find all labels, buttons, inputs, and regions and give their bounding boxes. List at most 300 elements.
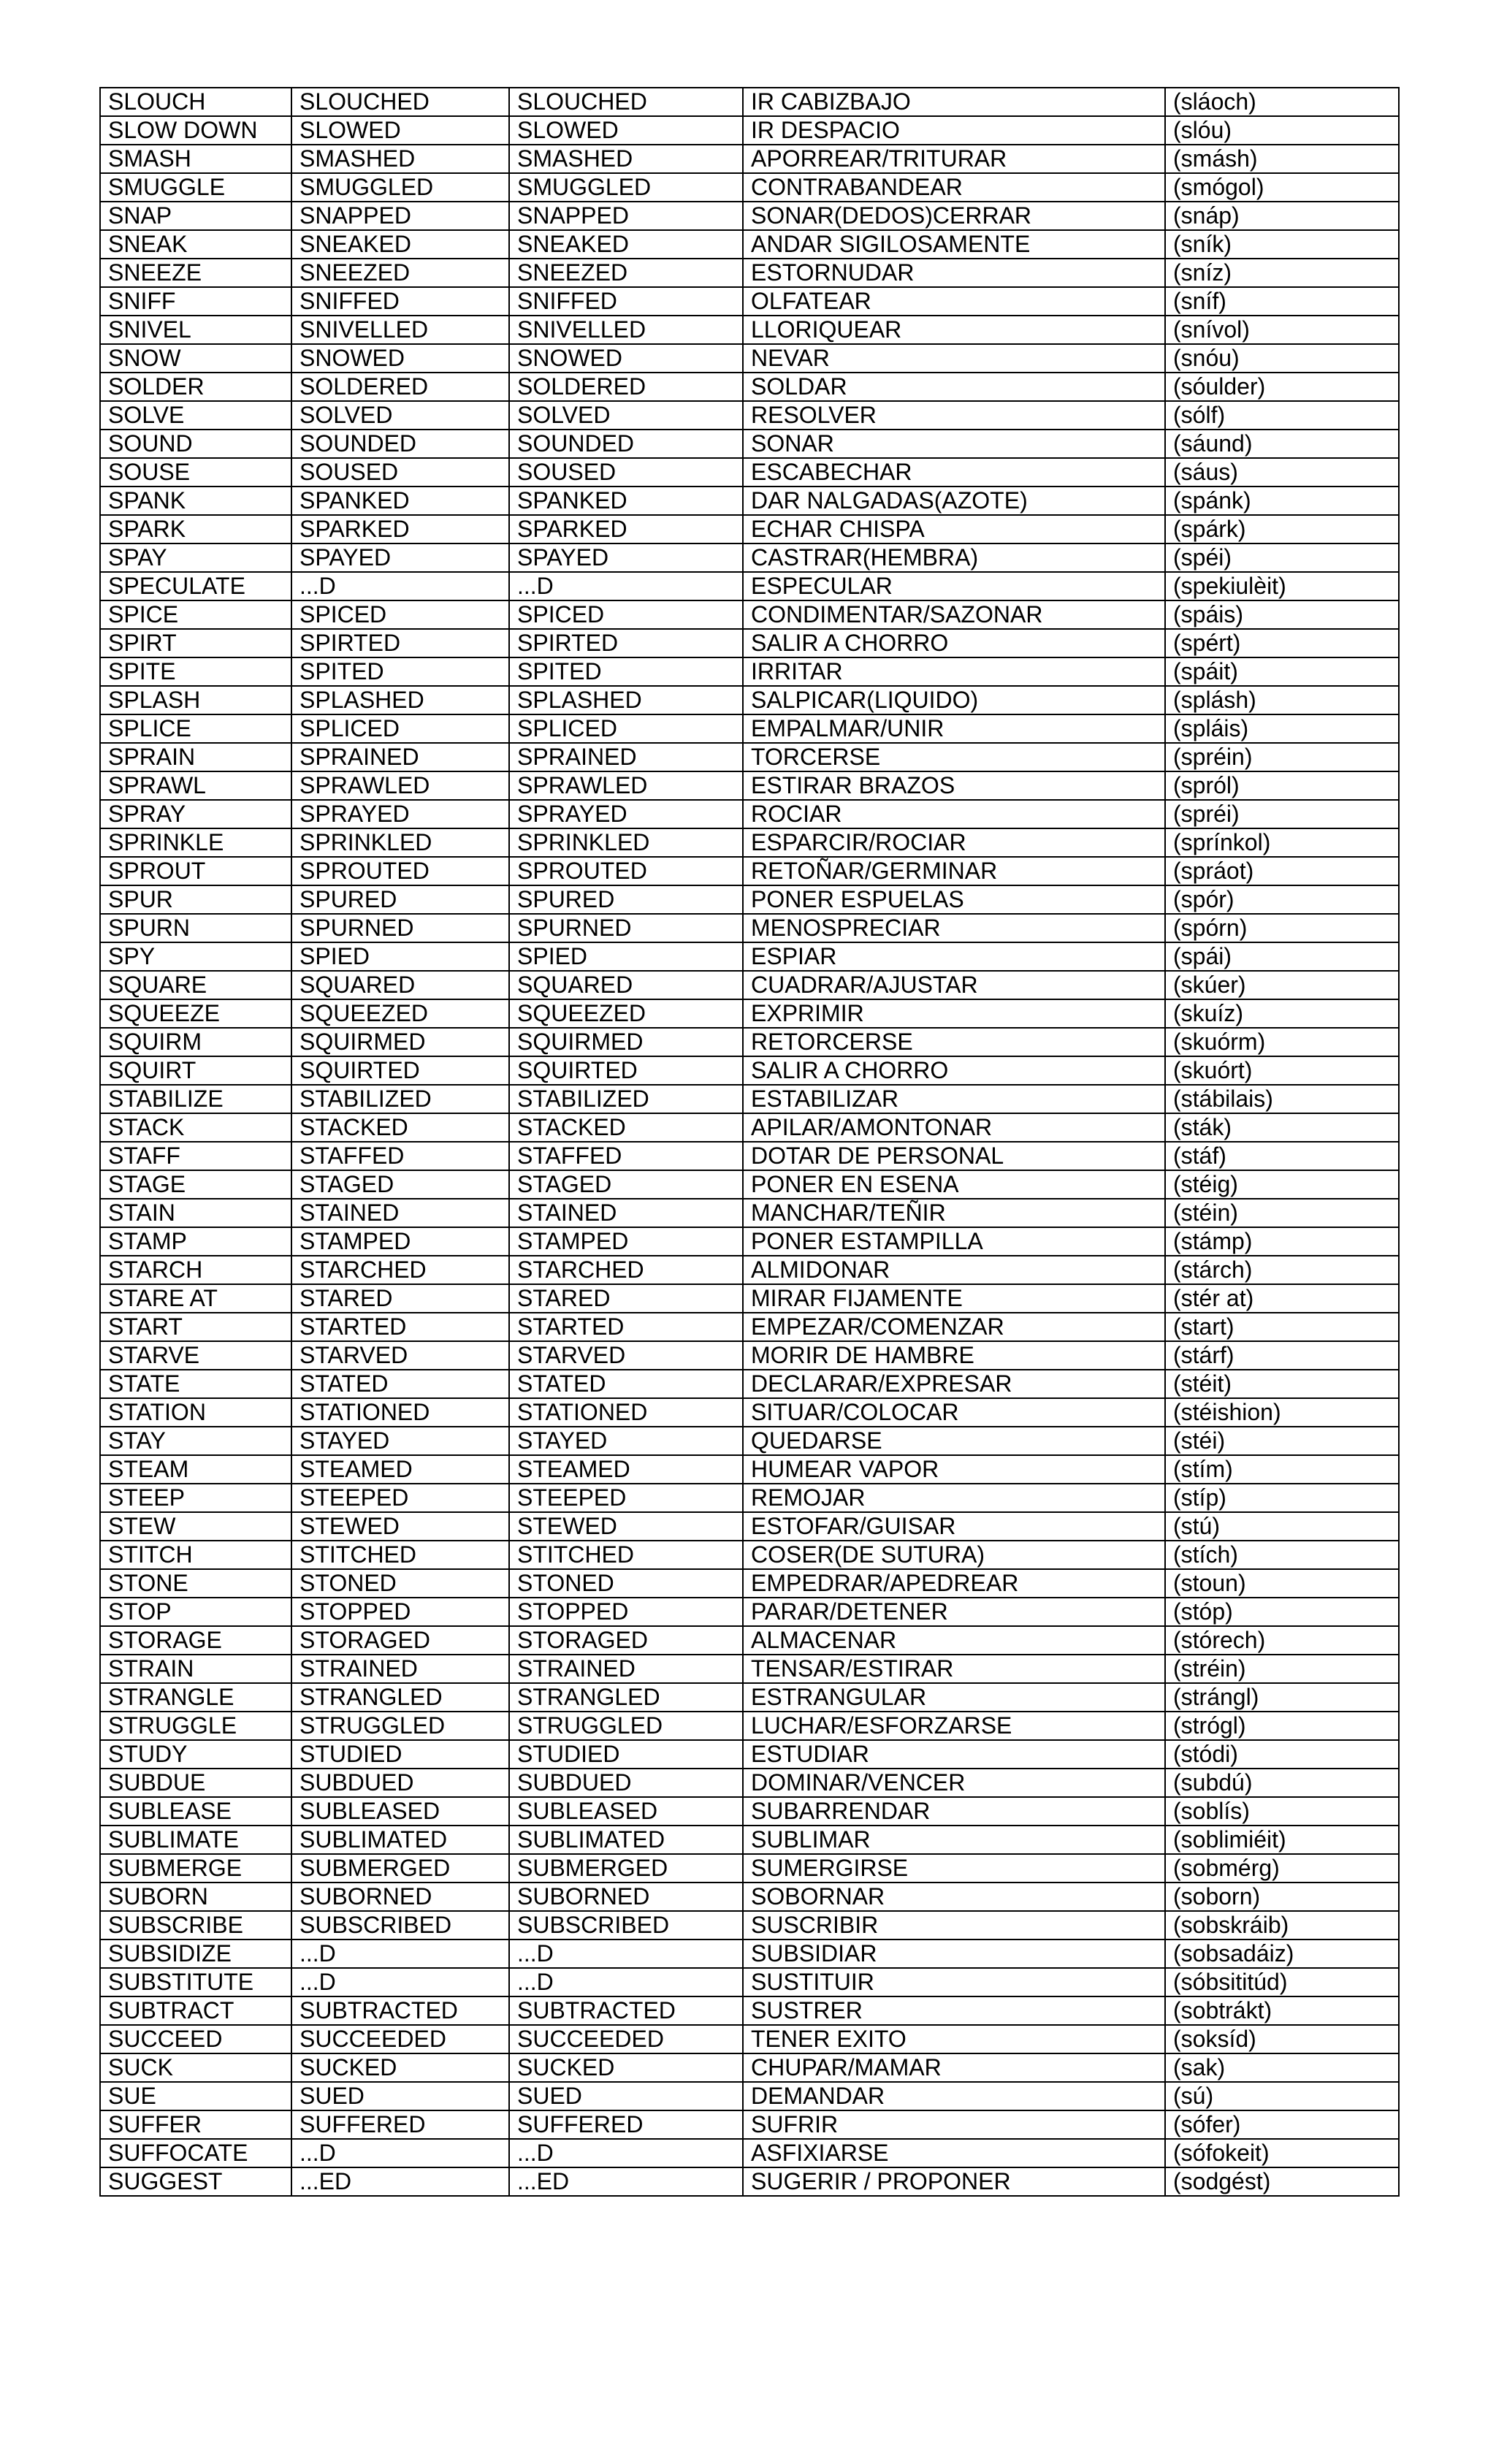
- past-cell: STAGED: [291, 1170, 509, 1199]
- pronunciation-cell: (spór): [1165, 885, 1399, 914]
- participle-cell: SUBTRACTED: [509, 1996, 743, 2025]
- participle-cell: STRUGGLED: [509, 1712, 743, 1740]
- past-cell: SPIRTED: [291, 629, 509, 657]
- table-row: [100, 287, 1399, 316]
- past-cell: SPRAWLED: [291, 771, 509, 800]
- past-cell: SLOUCHED: [291, 88, 509, 116]
- table-row: [100, 1427, 1399, 1455]
- infinitive-cell: SUFFER: [100, 2110, 291, 2139]
- infinitive-cell: SLOW DOWN: [100, 116, 291, 145]
- participle-cell: SPARKED: [509, 515, 743, 543]
- participle-cell: SOUSED: [509, 458, 743, 487]
- spanish-cell: SUGERIR / PROPONER: [743, 2167, 1165, 2196]
- spanish-cell: CONTRABANDEAR: [743, 173, 1165, 202]
- infinitive-cell: SQUEEZE: [100, 999, 291, 1028]
- past-cell: SPURNED: [291, 914, 509, 942]
- pronunciation-cell: (spórn): [1165, 914, 1399, 942]
- table-row: [100, 2082, 1399, 2110]
- participle-cell: SOUNDED: [509, 430, 743, 458]
- pronunciation-cell: (splásh): [1165, 686, 1399, 714]
- pronunciation-cell: (sóulder): [1165, 373, 1399, 401]
- pronunciation-cell: (skuórm): [1165, 1028, 1399, 1056]
- participle-cell: SPURNED: [509, 914, 743, 942]
- participle-cell: SPRAWLED: [509, 771, 743, 800]
- infinitive-cell: STITCH: [100, 1541, 291, 1569]
- past-cell: SUFFERED: [291, 2110, 509, 2139]
- spanish-cell: LLORIQUEAR: [743, 316, 1165, 344]
- participle-cell: SPIRTED: [509, 629, 743, 657]
- past-cell: SMASHED: [291, 145, 509, 173]
- infinitive-cell: SPY: [100, 942, 291, 971]
- participle-cell: SMUGGLED: [509, 173, 743, 202]
- table-row: [100, 1569, 1399, 1598]
- pronunciation-cell: (sobmérg): [1165, 1854, 1399, 1883]
- past-cell: SPRINKLED: [291, 828, 509, 857]
- infinitive-cell: SNIVEL: [100, 316, 291, 344]
- past-cell: STABILIZED: [291, 1085, 509, 1113]
- pronunciation-cell: (spért): [1165, 629, 1399, 657]
- pronunciation-cell: (spáit): [1165, 657, 1399, 686]
- pronunciation-cell: (sólf): [1165, 401, 1399, 430]
- pronunciation-cell: (stér at): [1165, 1284, 1399, 1313]
- pronunciation-cell: (sták): [1165, 1113, 1399, 1142]
- past-cell: STUDIED: [291, 1740, 509, 1769]
- pronunciation-cell: (sófer): [1165, 2110, 1399, 2139]
- table-row: [100, 1968, 1399, 1996]
- infinitive-cell: SPLASH: [100, 686, 291, 714]
- participle-cell: SPURED: [509, 885, 743, 914]
- past-cell: STEWED: [291, 1512, 509, 1541]
- infinitive-cell: STARE AT: [100, 1284, 291, 1313]
- table-row: [100, 458, 1399, 487]
- past-cell: SPANKED: [291, 487, 509, 515]
- infinitive-cell: SOUSE: [100, 458, 291, 487]
- infinitive-cell: SLOUCH: [100, 88, 291, 116]
- pronunciation-cell: (soksíd): [1165, 2025, 1399, 2053]
- infinitive-cell: SPECULATE: [100, 572, 291, 600]
- past-cell: STACKED: [291, 1113, 509, 1142]
- participle-cell: STAYED: [509, 1427, 743, 1455]
- pronunciation-cell: (snívol): [1165, 316, 1399, 344]
- infinitive-cell: SPRINKLE: [100, 828, 291, 857]
- infinitive-cell: STEEP: [100, 1484, 291, 1512]
- past-cell: SPLICED: [291, 714, 509, 743]
- past-cell: SOLVED: [291, 401, 509, 430]
- pronunciation-cell: (snóu): [1165, 344, 1399, 373]
- spanish-cell: LUCHAR/ESFORZARSE: [743, 1712, 1165, 1740]
- table-row: [100, 1655, 1399, 1683]
- past-cell: STONED: [291, 1569, 509, 1598]
- spanish-cell: ESPIAR: [743, 942, 1165, 971]
- pronunciation-cell: (stáf): [1165, 1142, 1399, 1170]
- spanish-cell: ASFIXIARSE: [743, 2139, 1165, 2167]
- past-cell: SNIVELLED: [291, 316, 509, 344]
- past-cell: STEEPED: [291, 1484, 509, 1512]
- table-row: [100, 88, 1399, 116]
- participle-cell: SPANKED: [509, 487, 743, 515]
- table-row: [100, 1541, 1399, 1569]
- infinitive-cell: SNEEZE: [100, 259, 291, 287]
- past-cell: SQUEEZED: [291, 999, 509, 1028]
- table-row: [100, 686, 1399, 714]
- pronunciation-cell: (stárch): [1165, 1256, 1399, 1284]
- pronunciation-cell: (sláoch): [1165, 88, 1399, 116]
- table-row: [100, 116, 1399, 145]
- pronunciation-cell: (stréin): [1165, 1655, 1399, 1683]
- spanish-cell: TENSAR/ESTIRAR: [743, 1655, 1165, 1683]
- infinitive-cell: STEW: [100, 1512, 291, 1541]
- past-cell: STEAMED: [291, 1455, 509, 1484]
- infinitive-cell: SUGGEST: [100, 2167, 291, 2196]
- past-cell: SPRAINED: [291, 743, 509, 771]
- infinitive-cell: SUFFOCATE: [100, 2139, 291, 2167]
- infinitive-cell: STRANGLE: [100, 1683, 291, 1712]
- spanish-cell: PONER ESTAMPILLA: [743, 1227, 1165, 1256]
- participle-cell: SOLDERED: [509, 373, 743, 401]
- table-row: [100, 1712, 1399, 1740]
- table-row: [100, 1740, 1399, 1769]
- pronunciation-cell: (stódi): [1165, 1740, 1399, 1769]
- infinitive-cell: SMASH: [100, 145, 291, 173]
- infinitive-cell: SPROUT: [100, 857, 291, 885]
- spanish-cell: DOMINAR/VENCER: [743, 1769, 1165, 1797]
- infinitive-cell: STAGE: [100, 1170, 291, 1199]
- pronunciation-cell: (stórech): [1165, 1626, 1399, 1655]
- table-row: [100, 1227, 1399, 1256]
- pronunciation-cell: (start): [1165, 1313, 1399, 1341]
- participle-cell: STOPPED: [509, 1598, 743, 1626]
- spanish-cell: SUSCRIBIR: [743, 1911, 1165, 1939]
- infinitive-cell: SPICE: [100, 600, 291, 629]
- table-row: [100, 857, 1399, 885]
- infinitive-cell: SUBTRACT: [100, 1996, 291, 2025]
- pronunciation-cell: (skúer): [1165, 971, 1399, 999]
- spanish-cell: SUBSIDIAR: [743, 1939, 1165, 1968]
- infinitive-cell: STRAIN: [100, 1655, 291, 1683]
- spanish-cell: ANDAR SIGILOSAMENTE: [743, 230, 1165, 259]
- spanish-cell: CASTRAR(HEMBRA): [743, 543, 1165, 572]
- spanish-cell: SALIR A CHORRO: [743, 629, 1165, 657]
- table-row: [100, 1683, 1399, 1712]
- table-row: [100, 914, 1399, 942]
- pronunciation-cell: (spái): [1165, 942, 1399, 971]
- pronunciation-cell: (stoun): [1165, 1569, 1399, 1598]
- infinitive-cell: STUDY: [100, 1740, 291, 1769]
- spanish-cell: APILAR/AMONTONAR: [743, 1113, 1165, 1142]
- pronunciation-cell: (stú): [1165, 1512, 1399, 1541]
- infinitive-cell: STEAM: [100, 1455, 291, 1484]
- spanish-cell: ESPECULAR: [743, 572, 1165, 600]
- pronunciation-cell: (soborn): [1165, 1883, 1399, 1911]
- spanish-cell: SITUAR/COLOCAR: [743, 1398, 1165, 1427]
- spanish-cell: ESTIRAR BRAZOS: [743, 771, 1165, 800]
- past-cell: SOUNDED: [291, 430, 509, 458]
- table-row: [100, 1028, 1399, 1056]
- spanish-cell: COSER(DE SUTURA): [743, 1541, 1165, 1569]
- pronunciation-cell: (stíp): [1165, 1484, 1399, 1512]
- table-row: [100, 971, 1399, 999]
- spanish-cell: CONDIMENTAR/SAZONAR: [743, 600, 1165, 629]
- spanish-cell: DEMANDAR: [743, 2082, 1165, 2110]
- table-row: [100, 145, 1399, 173]
- table-row: [100, 401, 1399, 430]
- pronunciation-cell: (sodgést): [1165, 2167, 1399, 2196]
- spanish-cell: EMPALMAR/UNIR: [743, 714, 1165, 743]
- infinitive-cell: STAMP: [100, 1227, 291, 1256]
- participle-cell: STONED: [509, 1569, 743, 1598]
- infinitive-cell: SUBDUE: [100, 1769, 291, 1797]
- spanish-cell: ESTORNUDAR: [743, 259, 1165, 287]
- verb-table-body: [100, 88, 1399, 2196]
- past-cell: STOPPED: [291, 1598, 509, 1626]
- table-row: [100, 1284, 1399, 1313]
- table-row: [100, 714, 1399, 743]
- past-cell: STAYED: [291, 1427, 509, 1455]
- infinitive-cell: STAIN: [100, 1199, 291, 1227]
- table-row: [100, 2167, 1399, 2196]
- table-row: [100, 1996, 1399, 2025]
- past-cell: SNAPPED: [291, 202, 509, 230]
- spanish-cell: TENER EXITO: [743, 2025, 1165, 2053]
- pronunciation-cell: (sak): [1165, 2053, 1399, 2082]
- past-cell: SUBTRACTED: [291, 1996, 509, 2025]
- participle-cell: STATED: [509, 1370, 743, 1398]
- spanish-cell: ESTUDIAR: [743, 1740, 1165, 1769]
- spanish-cell: SUSTRER: [743, 1996, 1165, 2025]
- participle-cell: STRAINED: [509, 1655, 743, 1683]
- past-cell: SPITED: [291, 657, 509, 686]
- table-row: [100, 1085, 1399, 1113]
- spanish-cell: RESOLVER: [743, 401, 1165, 430]
- past-cell: SPROUTED: [291, 857, 509, 885]
- participle-cell: SPRINKLED: [509, 828, 743, 857]
- participle-cell: ...D: [509, 572, 743, 600]
- spanish-cell: ESTOFAR/GUISAR: [743, 1512, 1165, 1541]
- pronunciation-cell: (stóp): [1165, 1598, 1399, 1626]
- participle-cell: SQUIRTED: [509, 1056, 743, 1085]
- participle-cell: ...D: [509, 1968, 743, 1996]
- spanish-cell: ECHAR CHISPA: [743, 515, 1165, 543]
- participle-cell: SQUARED: [509, 971, 743, 999]
- infinitive-cell: SPANK: [100, 487, 291, 515]
- infinitive-cell: STAFF: [100, 1142, 291, 1170]
- spanish-cell: MIRAR FIJAMENTE: [743, 1284, 1165, 1313]
- infinitive-cell: STARCH: [100, 1256, 291, 1284]
- table-row: [100, 430, 1399, 458]
- pronunciation-cell: (sobsadáiz): [1165, 1939, 1399, 1968]
- past-cell: ...D: [291, 2139, 509, 2167]
- infinitive-cell: STATE: [100, 1370, 291, 1398]
- table-row: [100, 515, 1399, 543]
- participle-cell: STAGED: [509, 1170, 743, 1199]
- pronunciation-cell: (spárk): [1165, 515, 1399, 543]
- pronunciation-cell: (stéi): [1165, 1427, 1399, 1455]
- table-row: [100, 1826, 1399, 1854]
- past-cell: SQUIRMED: [291, 1028, 509, 1056]
- table-row: [100, 1370, 1399, 1398]
- table-row: [100, 2139, 1399, 2167]
- table-row: [100, 1939, 1399, 1968]
- participle-cell: SPRAINED: [509, 743, 743, 771]
- participle-cell: ...D: [509, 2139, 743, 2167]
- spanish-cell: DAR NALGADAS(AZOTE): [743, 487, 1165, 515]
- past-cell: SLOWED: [291, 116, 509, 145]
- past-cell: STAMPED: [291, 1227, 509, 1256]
- participle-cell: SPLASHED: [509, 686, 743, 714]
- past-cell: SUBSCRIBED: [291, 1911, 509, 1939]
- table-row: [100, 1113, 1399, 1142]
- table-row: [100, 173, 1399, 202]
- pronunciation-cell: (spréin): [1165, 743, 1399, 771]
- participle-cell: SNIFFED: [509, 287, 743, 316]
- past-cell: ...D: [291, 572, 509, 600]
- infinitive-cell: SPURN: [100, 914, 291, 942]
- participle-cell: SPIED: [509, 942, 743, 971]
- spanish-cell: IR CABIZBAJO: [743, 88, 1165, 116]
- table-row: [100, 259, 1399, 287]
- infinitive-cell: SOLVE: [100, 401, 291, 430]
- participle-cell: SOLVED: [509, 401, 743, 430]
- pronunciation-cell: (sáus): [1165, 458, 1399, 487]
- spanish-cell: HUMEAR VAPOR: [743, 1455, 1165, 1484]
- spanish-cell: SOLDAR: [743, 373, 1165, 401]
- past-cell: STAFFED: [291, 1142, 509, 1170]
- pronunciation-cell: (sú): [1165, 2082, 1399, 2110]
- past-cell: SUCCEEDED: [291, 2025, 509, 2053]
- spanish-cell: SONAR(DEDOS)CERRAR: [743, 202, 1165, 230]
- infinitive-cell: SUBLIMATE: [100, 1826, 291, 1854]
- participle-cell: STARVED: [509, 1341, 743, 1370]
- spanish-cell: SALIR A CHORRO: [743, 1056, 1165, 1085]
- table-row: [100, 942, 1399, 971]
- pronunciation-cell: (smásh): [1165, 145, 1399, 173]
- infinitive-cell: SPLICE: [100, 714, 291, 743]
- table-row: [100, 1598, 1399, 1626]
- spanish-cell: CHUPAR/MAMAR: [743, 2053, 1165, 2082]
- participle-cell: SLOWED: [509, 116, 743, 145]
- past-cell: SUCKED: [291, 2053, 509, 2082]
- infinitive-cell: SUBMERGE: [100, 1854, 291, 1883]
- infinitive-cell: STRUGGLE: [100, 1712, 291, 1740]
- pronunciation-cell: (stéin): [1165, 1199, 1399, 1227]
- spanish-cell: SUMERGIRSE: [743, 1854, 1165, 1883]
- spanish-cell: CUADRAR/AJUSTAR: [743, 971, 1165, 999]
- participle-cell: SPICED: [509, 600, 743, 629]
- past-cell: SUBDUED: [291, 1769, 509, 1797]
- past-cell: STRUGGLED: [291, 1712, 509, 1740]
- spanish-cell: NEVAR: [743, 344, 1165, 373]
- pronunciation-cell: (snáp): [1165, 202, 1399, 230]
- table-row: [100, 230, 1399, 259]
- table-row: [100, 1398, 1399, 1427]
- pronunciation-cell: (subdú): [1165, 1769, 1399, 1797]
- infinitive-cell: STAY: [100, 1427, 291, 1455]
- past-cell: SMUGGLED: [291, 173, 509, 202]
- table-row: [100, 800, 1399, 828]
- participle-cell: STUDIED: [509, 1740, 743, 1769]
- pronunciation-cell: (soblís): [1165, 1797, 1399, 1826]
- spanish-cell: QUEDARSE: [743, 1427, 1165, 1455]
- participle-cell: STARED: [509, 1284, 743, 1313]
- past-cell: SUBMERGED: [291, 1854, 509, 1883]
- past-cell: SUBLIMATED: [291, 1826, 509, 1854]
- table-row: [100, 344, 1399, 373]
- past-cell: ...D: [291, 1939, 509, 1968]
- infinitive-cell: SMUGGLE: [100, 173, 291, 202]
- participle-cell: STAMPED: [509, 1227, 743, 1256]
- participle-cell: SUBDUED: [509, 1769, 743, 1797]
- table-row: [100, 487, 1399, 515]
- pronunciation-cell: (slóu): [1165, 116, 1399, 145]
- infinitive-cell: SNOW: [100, 344, 291, 373]
- spanish-cell: EXPRIMIR: [743, 999, 1165, 1028]
- spanish-cell: REMOJAR: [743, 1484, 1165, 1512]
- pronunciation-cell: (sprínkol): [1165, 828, 1399, 857]
- infinitive-cell: STATION: [100, 1398, 291, 1427]
- past-cell: STORAGED: [291, 1626, 509, 1655]
- spanish-cell: PARAR/DETENER: [743, 1598, 1165, 1626]
- table-row: [100, 1313, 1399, 1341]
- pronunciation-cell: (stích): [1165, 1541, 1399, 1569]
- pronunciation-cell: (stím): [1165, 1455, 1399, 1484]
- participle-cell: ...D: [509, 1939, 743, 1968]
- pronunciation-cell: (stéishion): [1165, 1398, 1399, 1427]
- spanish-cell: MENOSPRECIAR: [743, 914, 1165, 942]
- past-cell: SPLASHED: [291, 686, 509, 714]
- table-row: [100, 543, 1399, 572]
- past-cell: STARTED: [291, 1313, 509, 1341]
- infinitive-cell: SUBSCRIBE: [100, 1911, 291, 1939]
- spanish-cell: ALMIDONAR: [743, 1256, 1165, 1284]
- table-row: [100, 1056, 1399, 1085]
- pronunciation-cell: (sáund): [1165, 430, 1399, 458]
- past-cell: SPAYED: [291, 543, 509, 572]
- table-row: [100, 2025, 1399, 2053]
- past-cell: STARCHED: [291, 1256, 509, 1284]
- infinitive-cell: STACK: [100, 1113, 291, 1142]
- participle-cell: SQUIRMED: [509, 1028, 743, 1056]
- past-cell: SNOWED: [291, 344, 509, 373]
- participle-cell: STORAGED: [509, 1626, 743, 1655]
- participle-cell: STRANGLED: [509, 1683, 743, 1712]
- infinitive-cell: SPUR: [100, 885, 291, 914]
- pronunciation-cell: (skuórt): [1165, 1056, 1399, 1085]
- infinitive-cell: SQUARE: [100, 971, 291, 999]
- table-row: [100, 1484, 1399, 1512]
- infinitive-cell: SPAY: [100, 543, 291, 572]
- infinitive-cell: SQUIRM: [100, 1028, 291, 1056]
- infinitive-cell: SUBSTITUTE: [100, 1968, 291, 1996]
- participle-cell: SUCKED: [509, 2053, 743, 2082]
- participle-cell: SNEEZED: [509, 259, 743, 287]
- infinitive-cell: SNIFF: [100, 287, 291, 316]
- participle-cell: SPAYED: [509, 543, 743, 572]
- participle-cell: SUBMERGED: [509, 1854, 743, 1883]
- past-cell: STITCHED: [291, 1541, 509, 1569]
- infinitive-cell: SQUIRT: [100, 1056, 291, 1085]
- participle-cell: SUBSCRIBED: [509, 1911, 743, 1939]
- infinitive-cell: SPIRT: [100, 629, 291, 657]
- past-cell: STAINED: [291, 1199, 509, 1227]
- pronunciation-cell: (sobtrákt): [1165, 1996, 1399, 2025]
- table-row: [100, 885, 1399, 914]
- spanish-cell: IR DESPACIO: [743, 116, 1165, 145]
- pronunciation-cell: (sníf): [1165, 287, 1399, 316]
- spanish-cell: RETOÑAR/GERMINAR: [743, 857, 1165, 885]
- table-row: [100, 600, 1399, 629]
- spanish-cell: ESTABILIZAR: [743, 1085, 1165, 1113]
- pronunciation-cell: (spéi): [1165, 543, 1399, 572]
